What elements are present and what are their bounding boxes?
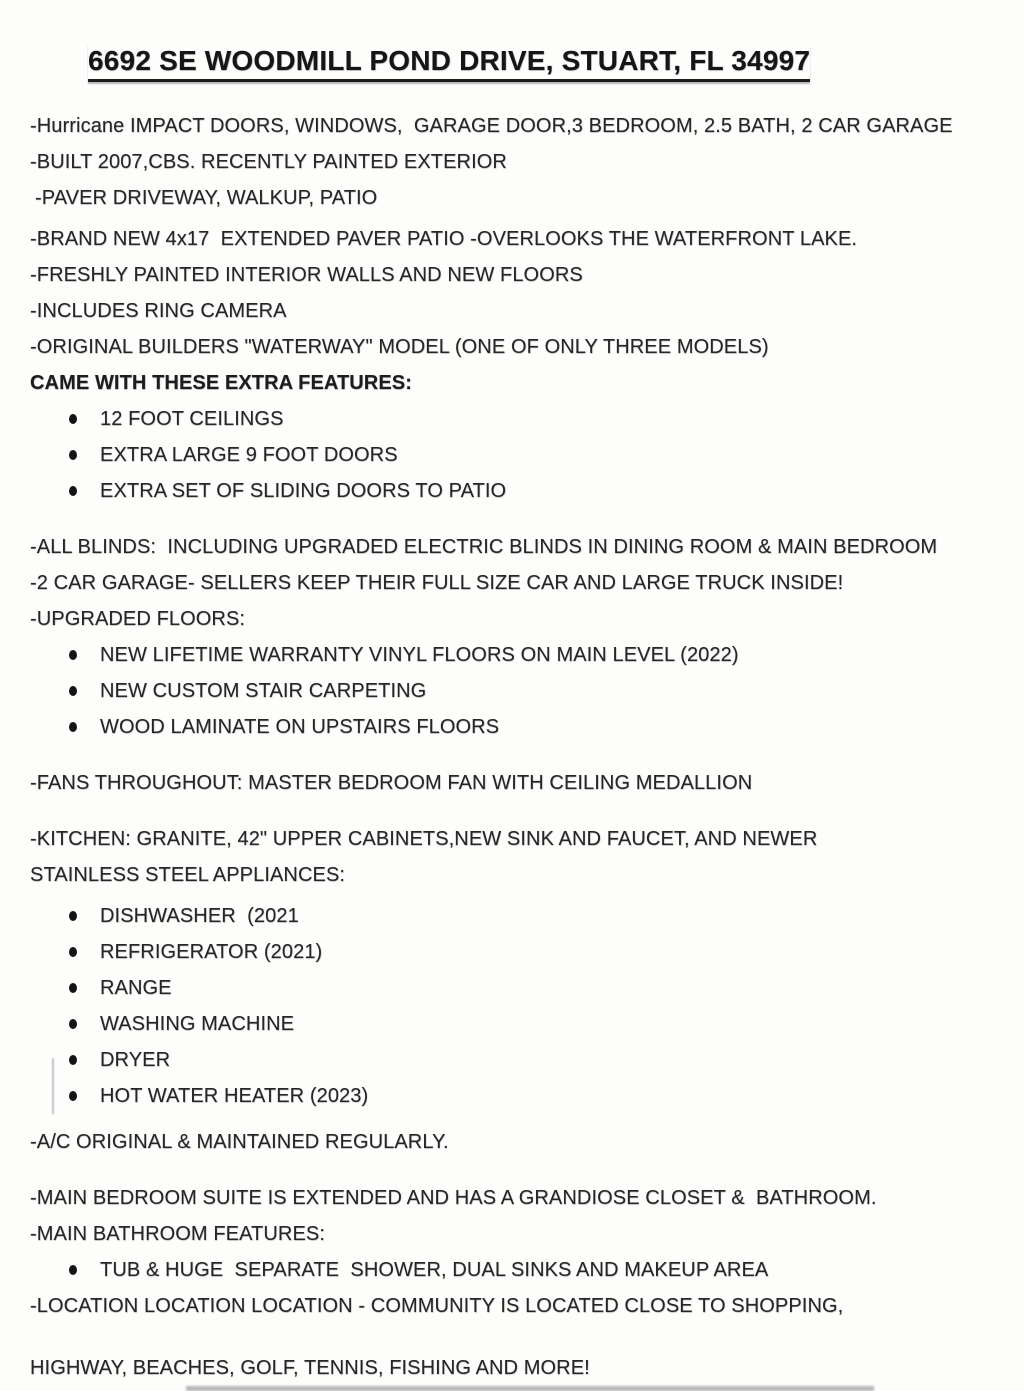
bullet-item-label: NEW LIFETIME WARRANTY VINYL FLOORS ON MAIN LEVEL (2022) <box>100 644 739 666</box>
bullet-icon <box>69 911 77 921</box>
bullet-item <box>30 1050 1004 1070</box>
bullet-icon <box>69 650 77 660</box>
bullet-icon <box>69 1055 77 1065</box>
bullet-item <box>30 978 1004 998</box>
text-line: -KITCHEN: GRANITE, 42" UPPER CABINETS,NEW SINK AND FAUCET, AND NEWER <box>30 828 818 850</box>
text-line: -INCLUDES RING CAMERA <box>30 300 287 322</box>
text-line: -2 CAR GARAGE- SELLERS KEEP THEIR FULL SIZE CAR AND LARGE TRUCK INSIDE! <box>30 572 844 594</box>
bullet-item-label: WOOD LAMINATE ON UPSTAIRS FLOORS <box>100 716 500 738</box>
bullet-item <box>30 481 1004 501</box>
bullet-icon <box>69 983 77 993</box>
text-line: -ORIGINAL BUILDERS "WATERWAY" MODEL (ONE OF ONLY THREE MODELS) <box>30 336 769 358</box>
text-line: -BRAND NEW 4x17 EXTENDED PAVER PATIO -OVERLOOKS THE WATERFRONT LAKE. <box>30 228 858 250</box>
bullet-item <box>30 645 1004 665</box>
text-line: -FANS THROUGHOUT: MASTER BEDROOM FAN WITH CEILING MEDALLION <box>30 772 753 794</box>
text-line: STAINLESS STEEL APPLIANCES: <box>30 864 346 886</box>
bullet-icon <box>69 1091 77 1101</box>
bullet-icon <box>69 1265 77 1275</box>
text-line: -ALL BLINDS: INCLUDING UPGRADED ELECTRIC BLINDS IN DINING ROOM & MAIN BEDROOM <box>30 536 938 558</box>
bullet-item-label: WASHING MACHINE <box>100 1013 295 1035</box>
text-line: -LOCATION LOCATION LOCATION - COMMUNITY IS LOCATED CLOSE TO SHOPPING, <box>30 1295 844 1317</box>
bullet-item-label: DISHWASHER (2021 <box>100 905 299 927</box>
section-heading: CAME WITH THESE EXTRA FEATURES: <box>30 372 412 394</box>
cutoff-text-sliver <box>186 1386 874 1391</box>
bullet-item <box>30 1260 1004 1280</box>
text-line: -MAIN BATHROOM FEATURES: <box>30 1223 325 1245</box>
bullet-item-label: 12 FOOT CEILINGS <box>100 408 284 430</box>
bullet-item-label: EXTRA LARGE 9 FOOT DOORS <box>100 444 398 466</box>
bullet-item <box>30 1014 1004 1034</box>
scan-artifact <box>52 1058 54 1114</box>
text-line: -UPGRADED FLOORS: <box>30 608 246 630</box>
bullet-icon <box>69 450 77 460</box>
bullet-item <box>30 1086 1004 1106</box>
bullet-item <box>30 681 1004 701</box>
text-line: -PAVER DRIVEWAY, WALKUP, PATIO <box>35 187 378 209</box>
bullet-item-label: NEW CUSTOM STAIR CARPETING <box>100 680 427 702</box>
bullet-icon <box>69 947 77 957</box>
bullet-item-label: TUB & HUGE SEPARATE SHOWER, DUAL SINKS AND MAKEUP AREA <box>100 1259 769 1281</box>
text-line: -FRESHLY PAINTED INTERIOR WALLS AND NEW FLOORS <box>30 264 583 286</box>
text-line: -A/C ORIGINAL & MAINTAINED REGULARLY. <box>30 1131 449 1153</box>
bullet-item-label: HOT WATER HEATER (2023) <box>100 1085 369 1107</box>
bullet-item-label: EXTRA SET OF SLIDING DOORS TO PATIO <box>100 480 507 502</box>
bullet-icon <box>69 486 77 496</box>
bullet-item <box>30 717 1004 737</box>
bullet-item <box>30 445 1004 465</box>
text-line: HIGHWAY, BEACHES, GOLF, TENNIS, FISHING AND MORE! <box>30 1357 590 1379</box>
bullet-item-label: DRYER <box>100 1049 171 1071</box>
bullet-item <box>30 906 1004 926</box>
bullet-icon <box>69 1019 77 1029</box>
text-line: -BUILT 2007,CBS. RECENTLY PAINTED EXTERIOR <box>30 151 507 173</box>
bullet-item-label: RANGE <box>100 977 172 999</box>
bullet-item-label: REFRIGERATOR (2021) <box>100 941 323 963</box>
text-line: -Hurricane IMPACT DOORS, WINDOWS, GARAGE DOOR,3 BEDROOM, 2.5 BATH, 2 CAR GARAGE <box>30 115 953 137</box>
bullet-item <box>30 942 1004 962</box>
page-title: 6692 SE WOODMILL POND DRIVE, STUART, FL 34997 <box>88 44 810 82</box>
text-line: -MAIN BEDROOM SUITE IS EXTENDED AND HAS A GRANDIOSE CLOSET & BATHROOM. <box>30 1187 877 1209</box>
bullet-icon <box>69 414 77 424</box>
document-body <box>0 116 1024 1378</box>
bullet-icon <box>69 686 77 696</box>
bullet-icon <box>69 722 77 732</box>
bullet-item <box>30 409 1004 429</box>
